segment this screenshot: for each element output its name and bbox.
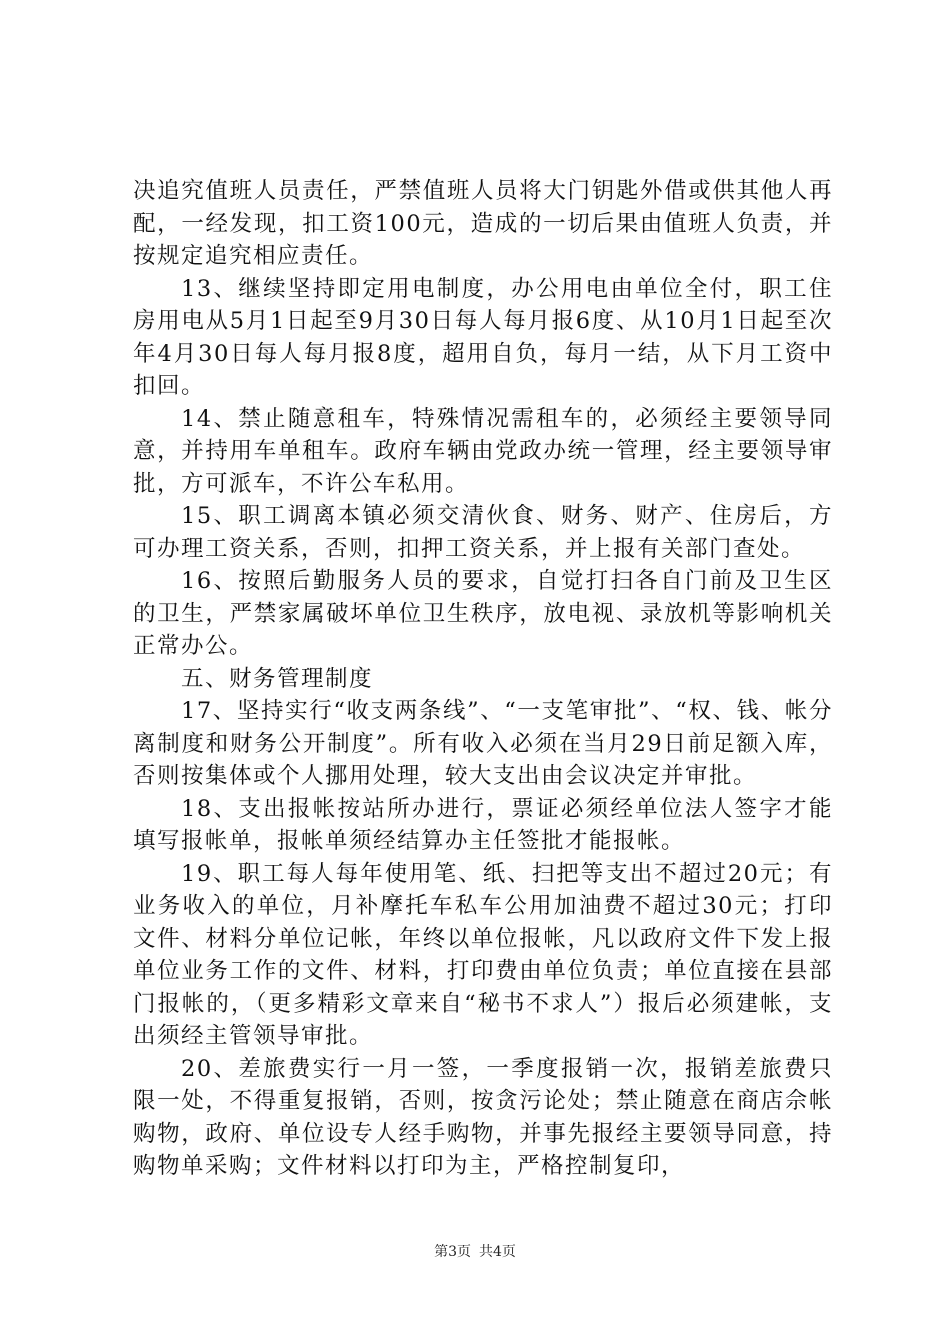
page-number: 第3页 [434, 1244, 471, 1260]
page-footer [0, 1242, 950, 1262]
paragraph-item-20: 20、差旅费实行一月一签，一季度报销一次，报销差旅费只限一处，不得重复报销，否则，按贪污论处；禁止随意在商店佘帐购物，政府、单位设专人经手购物，并事先报经主要领导同意，持购物单采购；文件材料以打印为主，严格控制复印， [133, 1055, 833, 1179]
paragraph-item-14: 14、禁止随意租车，特殊情况需租车的，必须经主要领导同意，并持用车单租车。政府车辆由党政办统一管理，经主要领导审批，方可派车，不许公车私用。 [133, 405, 833, 497]
paragraph-item-17: 17、坚持实行“收支两条线”、“一支笔审批”、“权、钱、帐分离制度和财务公开制度”。所有收入必须在当月29日前足额入库，否则按集体或个人挪用处理，较大支出由会议决定并审批。 [133, 698, 833, 789]
paragraph-continued: 决追究值班人员责任，严禁值班人员将大门钥匙外借或供其他人再配，一经发现，扣工资100元，造成的一切后果由值班人负责，并按规定追究相应责任。 [133, 178, 833, 269]
paragraph-item-18: 18、支出报帐按站所办进行，票证必须经单位法人签字才能填写报帐单，报帐单须经结算办主任签批才能报帐。 [133, 795, 833, 854]
paragraph-item-15: 15、职工调离本镇必须交清伙食、财务、财产、住房后，方可办理工资关系，否则，扣押工资关系，并上报有关部门查处。 [133, 503, 833, 562]
document-body [133, 175, 833, 1183]
page-total: 共4页 [479, 1244, 516, 1260]
paragraph-item-16: 16、按照后勤服务人员的要求，自觉打扫各自门前及卫生区的卫生，严禁家属破坏单位卫生秩序，放电视、录放机等影响机关正常办公。 [133, 568, 833, 659]
paragraph-item-19: 19、职工每人每年使用笔、纸、扫把等支出不超过20元；有业务收入的单位，月补摩托车私车公用加油费不超过30元；打印文件、材料分单位记帐，年终以单位报帐，凡以政府文件下发上报单位业务工作的文件、材料，打印费由单位负责；单位直接在县部门报帐的，（更多精彩文章来自“秘书不求人”）报后必须建帐，支出须经主管领导审批。 [133, 860, 833, 1049]
section-heading-finance: 五、财务管理制度 [181, 665, 374, 692]
paragraph-item-13: 13、继续坚持即定用电制度，办公用电由单位全付，职工住房用电从5月1日起至9月30日每人每月报6度、从10月1日起至次年4月30日每人每月报8度，超用自负，每月一结，从下月工资中扣回。 [133, 275, 833, 399]
